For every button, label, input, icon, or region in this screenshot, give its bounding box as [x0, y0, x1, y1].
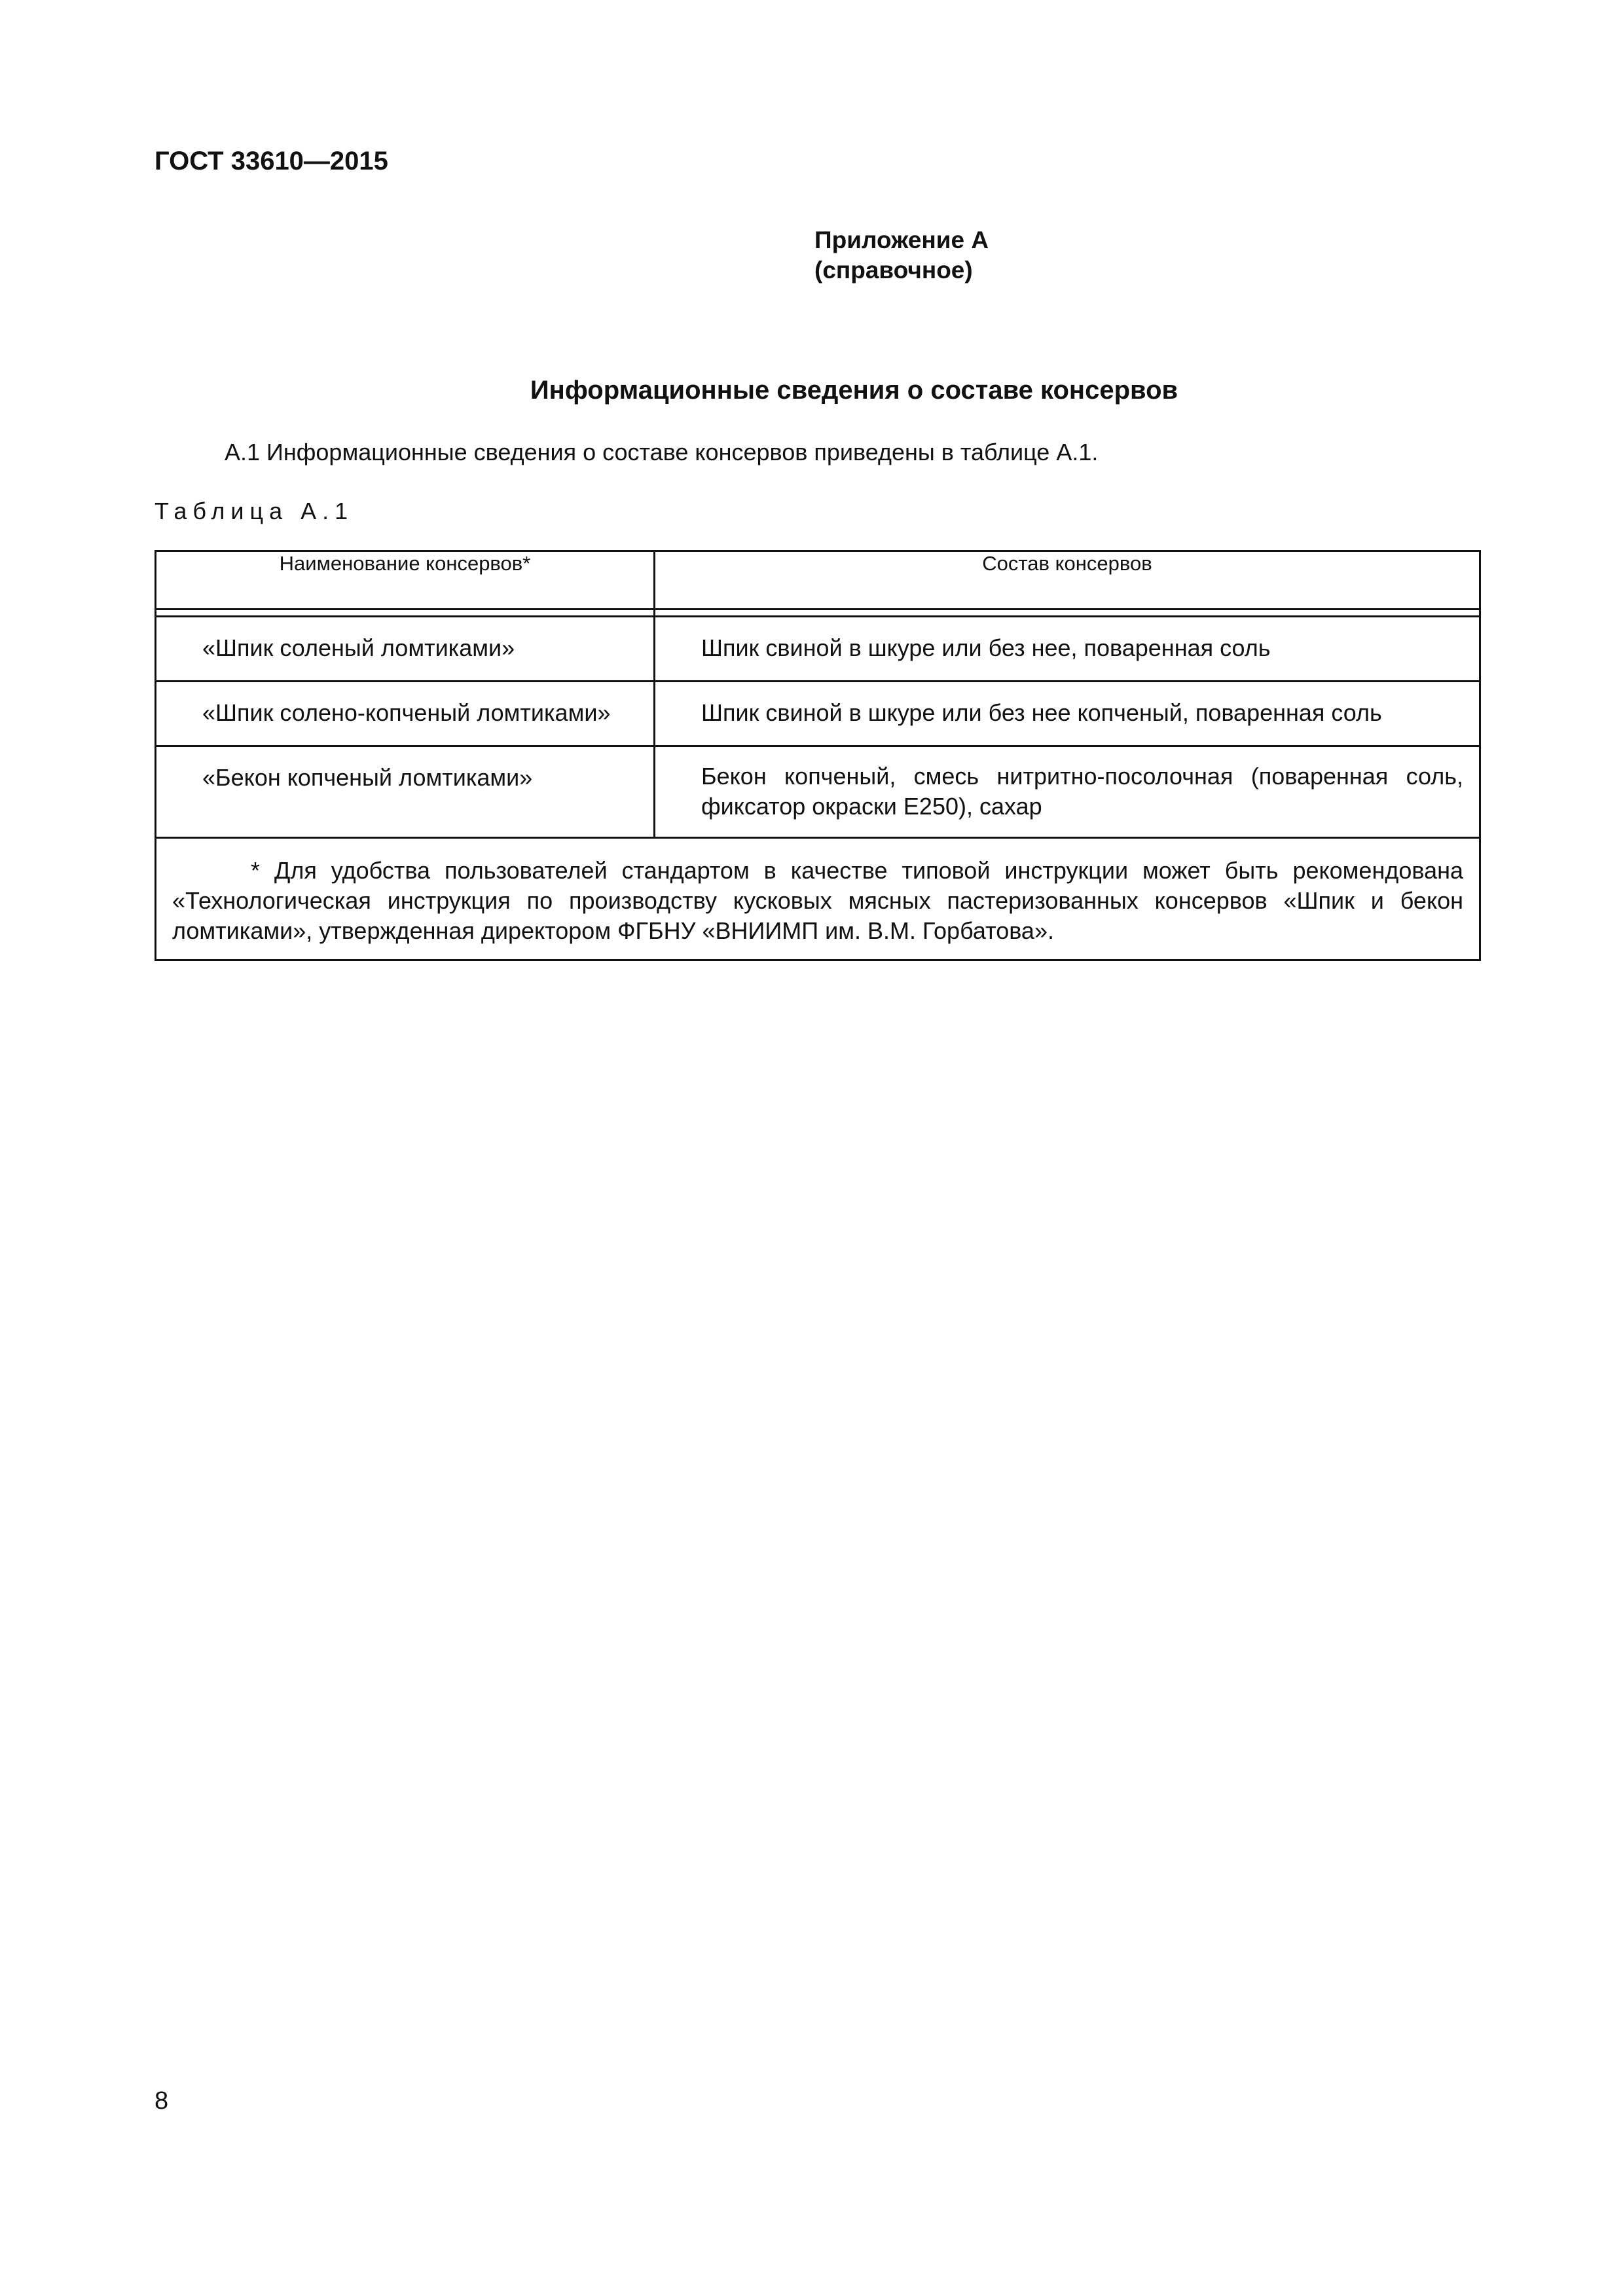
row-name: «Бекон копченый ломтиками» — [156, 746, 655, 838]
table-footnote-row — [156, 838, 1480, 960]
intro-paragraph: А.1 Информационные сведения о составе консервов приведены в таблице А.1. — [225, 439, 1099, 465]
table-row — [156, 617, 1480, 682]
page-number: 8 — [155, 2087, 169, 2115]
section-heading-block — [0, 376, 1623, 405]
table-caption: Таблица А.1 — [155, 498, 354, 524]
document-code: ГОСТ 33610—2015 — [155, 147, 388, 175]
row-composition — [655, 746, 1480, 838]
row-composition: Шпик свиной в шкуре или без нее копченый, поваренная соль — [655, 682, 1480, 746]
header-separator — [156, 610, 1480, 617]
row-composition: Шпик свиной в шкуре или без нее, поваренная соль — [655, 617, 1480, 682]
table-row — [156, 746, 1480, 838]
column-header-composition: Состав консервов — [655, 551, 1480, 610]
composition-table — [155, 550, 1481, 961]
table-header-row — [156, 551, 1480, 610]
column-header-name: Наименование консервов* — [156, 551, 655, 610]
table-row — [156, 682, 1480, 746]
appendix-block: Приложение А (справочное) — [814, 227, 989, 283]
row-composition-text: Бекон копченый, смесь нитритно-посолочная (поваренная соль, фиксатор окраски Е250), сахар — [701, 763, 1463, 820]
section-heading: Информационные сведения о составе консервов — [530, 376, 1178, 405]
table-footnote: * Для удобства пользователей стандартом в качестве типовой инструкции может быть рекомендована «Технологическая инструкция по производству кусковых мясных пастеризованных консервов «Шпик и бекон ломтиками», утвержденная директором ФГБНУ «ВНИИМП им. В.М. Горбатова». — [156, 838, 1480, 960]
row-name: «Шпик соленый ломтиками» — [156, 617, 655, 682]
row-name: «Шпик солено-копченый ломтиками» — [156, 682, 655, 746]
